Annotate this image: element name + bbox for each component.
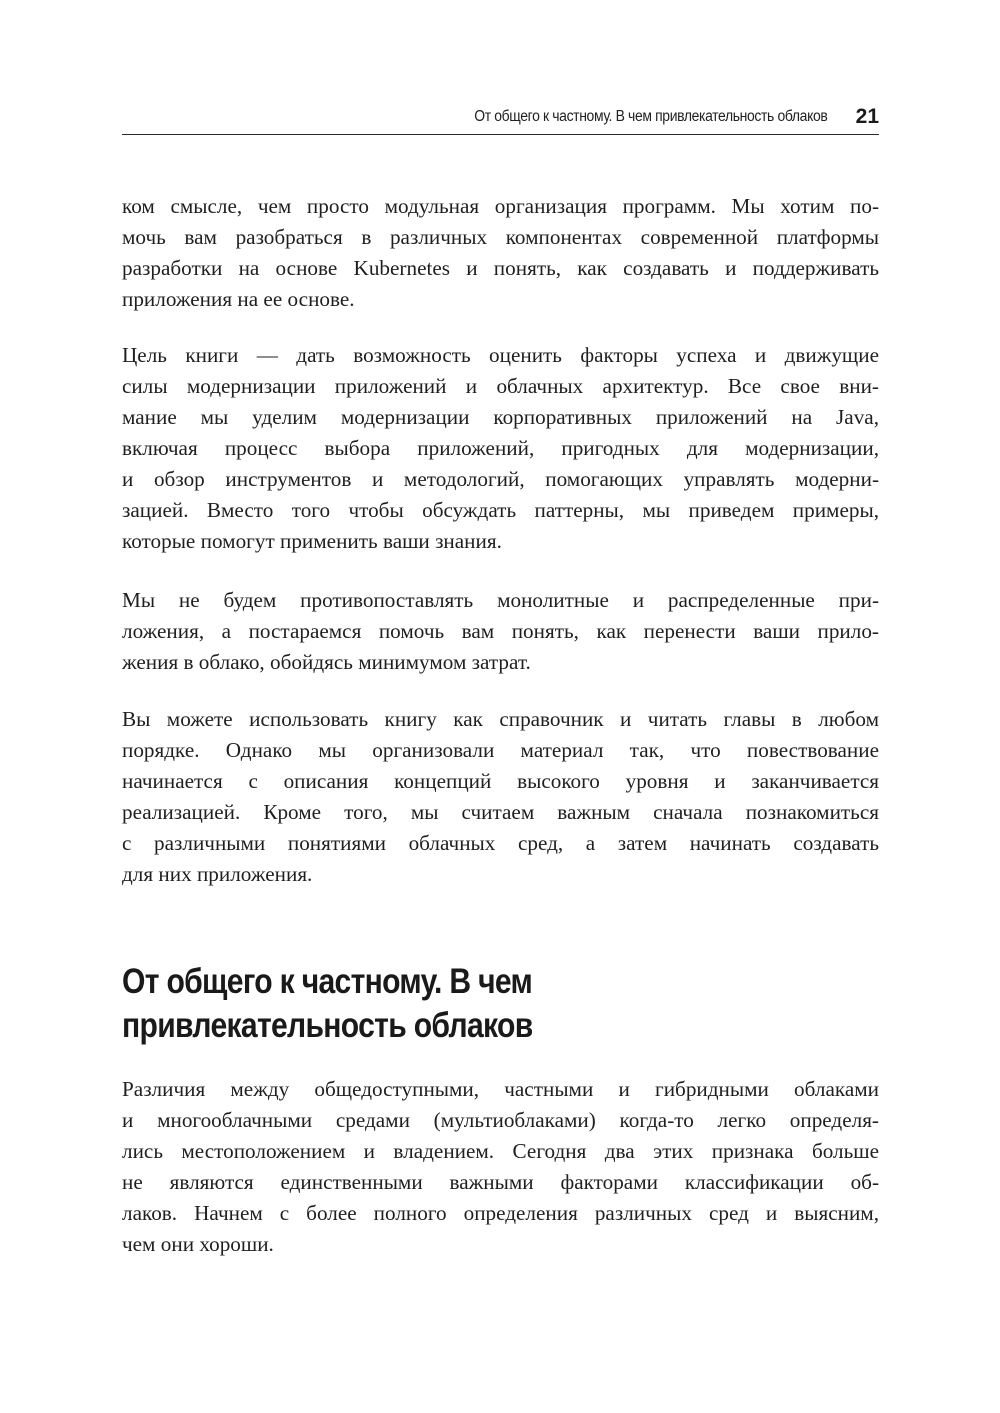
text-line: и многооблачными средами (мультиоблаками) когда-то легко определя- <box>122 1108 879 1132</box>
running-head-title: От общего к частному. В чем привлекательность облаков <box>474 108 828 125</box>
text-line: Вы можете использовать книгу как справочник и читать главы в любом <box>122 707 879 731</box>
text-line: и обзор инструментов и методологий, помогающих управлять модерни- <box>122 467 879 491</box>
text-line: с различными понятиями облачных сред, а затем начинать создавать <box>122 831 879 855</box>
text-line: Мы не будем противопоставлять монолитные и распределенные при- <box>122 588 879 612</box>
text-line: мание мы уделим модернизации корпоративных приложений на Java, <box>122 405 879 429</box>
paragraph-3 <box>122 585 879 678</box>
text-line: порядке. Однако мы организовали материал так, что повествование <box>122 738 879 762</box>
section-heading <box>122 960 773 1048</box>
text-line: зацией. Вместо того чтобы обсуждать паттерны, мы приведем примеры, <box>122 498 879 522</box>
paragraph-1 <box>122 191 879 315</box>
text-line: чем они хороши. <box>122 1232 274 1256</box>
text-line: мочь вам разобраться в различных компонентах современной платформы <box>122 225 879 249</box>
text-line: начинается с описания концепций высокого уровня и заканчивается <box>122 769 879 793</box>
text-line: реализацией. Кроме того, мы считаем важным сначала познакомиться <box>122 800 879 824</box>
text-line: Цель книги — дать возможность оценить факторы успеха и движущие <box>122 343 879 367</box>
section-paragraph <box>122 1074 879 1260</box>
paragraph-4 <box>122 704 879 890</box>
page-number: 21 <box>855 105 879 128</box>
heading-line: привлекательность облаков <box>122 1006 533 1045</box>
text-line: Различия между общедоступными, частными и гибридными облаками <box>122 1077 879 1101</box>
text-line: ложения, а постараемся помочь вам понять, как перенести ваши прило- <box>122 619 879 643</box>
heading-line: От общего к частному. В чем <box>122 962 533 1001</box>
text-line: лаков. Начнем с более полного определения различных сред и выясним, <box>122 1201 879 1225</box>
text-line: ком смысле, чем просто модульная организация программ. Мы хотим по- <box>122 194 879 218</box>
running-head <box>122 100 879 135</box>
text-line: разработки на основе Kubernetes и понять, как создавать и поддерживать <box>122 256 879 280</box>
paragraph-2 <box>122 340 879 557</box>
text-line: не являются единственными важными факторами классификации об- <box>122 1170 879 1194</box>
text-line: силы модернизации приложений и облачных архитектур. Все свое вни- <box>122 374 879 398</box>
text-line: которые помогут применить ваши знания. <box>122 529 502 553</box>
text-line: для них приложения. <box>122 862 313 886</box>
text-line: включая процесс выбора приложений, пригодных для модернизации, <box>122 436 879 460</box>
text-line: жения в облако, обойдясь минимумом затрат. <box>122 650 531 674</box>
text-line: лись местоположением и владением. Сегодня два этих признака больше <box>122 1139 879 1163</box>
text-line: приложения на ее основе. <box>122 287 355 311</box>
